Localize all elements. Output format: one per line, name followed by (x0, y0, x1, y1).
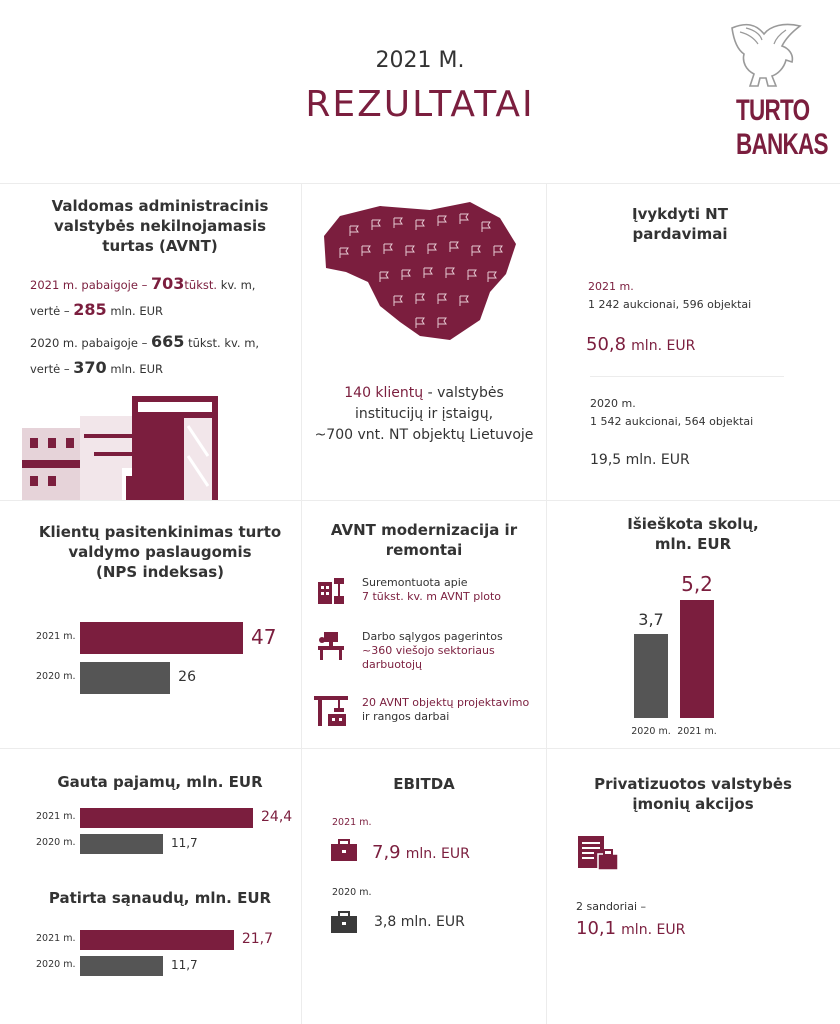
bar-label: 2021 m. (36, 811, 76, 822)
bar (80, 956, 163, 976)
clients-text: 140 klientų - valstybės institucijų ir įstaigų, ~700 vnt. NT objektų Lietuvoje (314, 385, 534, 443)
buildings-illustration (22, 396, 222, 500)
bar-label: 2020 m. (36, 959, 76, 970)
workplace-icon (316, 630, 346, 660)
ebitda-2020-label: 2020 m. (332, 887, 372, 898)
costs-title: Patirta sąnaudų, mln. EUR (48, 889, 272, 907)
ebitda-2021-value: 7,9 mln. EUR (372, 842, 470, 863)
sales-2020-value: 19,5 mln. EUR (590, 452, 690, 468)
turto-bankas-logo (726, 20, 828, 161)
bar-value: 24,4 (261, 808, 293, 825)
debt-bar-label: 2021 m. (677, 726, 717, 737)
avnt-title: Valdomas administracinis valstybės nekilnojamasis turtas (AVNT) (51, 197, 269, 255)
sales-2020-label: 2020 m. (590, 397, 636, 410)
modern-item3: 20 AVNT objektų projektavimo ir rangos darbai (362, 696, 530, 723)
ebitda-2020-value: 3,8 mln. EUR (374, 914, 465, 930)
bar-label: 2020 m. (36, 837, 76, 848)
crane-icon (314, 692, 348, 726)
lithuania-map-icon (320, 196, 526, 346)
bar (80, 622, 243, 654)
sales-2021-label: 2021 m. (588, 280, 634, 293)
bar-value: 47 (251, 625, 277, 649)
bar (80, 808, 253, 828)
bar-label: 2021 m. (36, 631, 76, 642)
sales-2020-detail: 1 542 aukcionai, 564 objektai (590, 415, 754, 428)
page-title: REZULTATAI (305, 84, 535, 125)
ebitda-2021-label: 2021 m. (332, 817, 372, 828)
debt-bar (680, 600, 714, 718)
debt-bar (634, 634, 668, 718)
modern-item2: Darbo sąlygos pagerintos ~360 viešojo sektoriaus darbuotojų (362, 630, 503, 671)
debt-bar-label: 2020 m. (631, 726, 671, 737)
privat-title: Privatizuotos valstybės įmonių akcijos (594, 775, 792, 813)
income-title: Gauta pajamų, mln. EUR (57, 773, 263, 791)
bar (80, 930, 234, 950)
avnt-2021-area: 2021 m. pabaigoje – 703tūkst. kv. m, (30, 274, 256, 293)
logo-line2: BANKAS (736, 128, 828, 161)
nps-title: Klientų pasitenkinimas turto valdymo paslaugomis (NPS indeksas) (38, 523, 282, 581)
ebitda-title: EBITDA (393, 775, 455, 793)
logo-line1: TURTO (736, 94, 810, 127)
bar-value: 11,7 (170, 836, 198, 851)
avnt-2021-value: vertė – 285 mln. EUR (30, 300, 163, 319)
briefcase-gray-icon (330, 910, 358, 934)
building-roller-icon (316, 574, 346, 604)
briefcase-icon (330, 838, 358, 862)
bar-label: 2021 m. (36, 933, 76, 944)
debt-bar-value: 3,7 (638, 610, 664, 630)
avnt-2020-value: vertė – 370 mln. EUR (30, 358, 163, 377)
report-year: 2021 M. (375, 48, 465, 73)
bar-value: 21,7 (241, 930, 274, 947)
avnt-2020-area: 2020 m. pabaigoje – 665 tūkst. kv. m, (30, 332, 260, 351)
debt-title: Išieškota skolų, mln. EUR (627, 515, 759, 553)
modern-item1: Suremontuota apie 7 tūkst. kv. m AVNT ploto (362, 576, 502, 603)
sales-2021-detail: 1 242 aukcionai, 596 objektai (588, 298, 752, 311)
sales-title: Įvykdyti NT pardavimai (632, 205, 728, 243)
sales-2021-value: 50,8 mln. EUR (586, 334, 696, 355)
privat-value: 10,1 mln. EUR (576, 918, 686, 939)
modern-title: AVNT modernizacija ir remontai (330, 521, 518, 559)
bar-label: 2020 m. (36, 671, 76, 682)
bar-value: 11,7 (170, 958, 198, 973)
bar (80, 834, 163, 854)
documents-briefcase-icon (578, 832, 618, 872)
privat-deals: 2 sandoriai – (576, 900, 647, 913)
griffin-icon (726, 20, 804, 90)
debt-bar-value: 5,2 (681, 572, 713, 596)
bar (80, 662, 170, 694)
bar-value: 26 (178, 668, 196, 685)
